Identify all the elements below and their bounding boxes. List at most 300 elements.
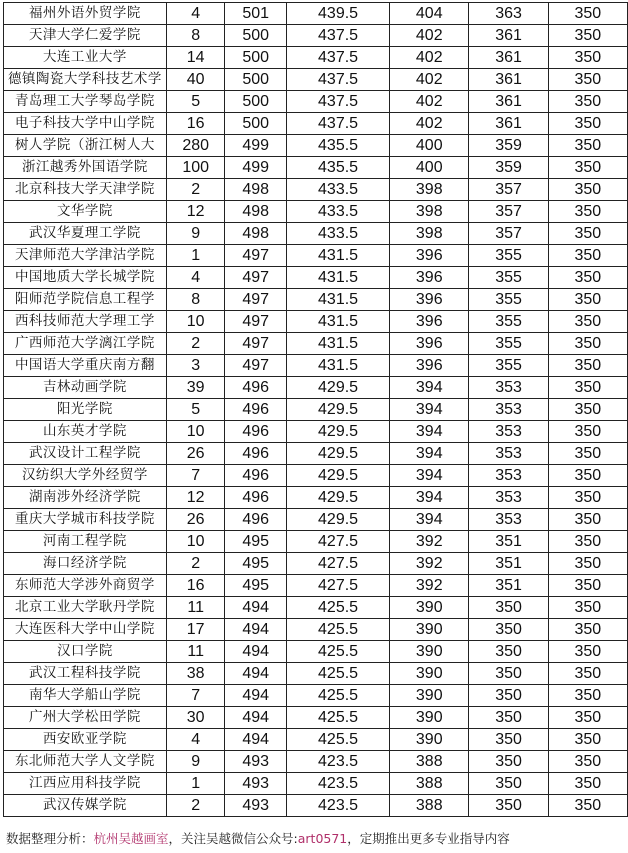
score-a-cell: 499 <box>225 157 287 179</box>
score-a-cell: 496 <box>225 487 287 509</box>
score-a-cell: 501 <box>225 3 287 25</box>
score-e-cell: 350 <box>548 47 627 69</box>
score-a-cell: 496 <box>225 443 287 465</box>
score-a-cell: 494 <box>225 619 287 641</box>
table-row <box>4 267 628 289</box>
score-e-cell: 350 <box>548 619 627 641</box>
score-c-cell: 398 <box>390 179 469 201</box>
score-b-cell: 429.5 <box>286 443 389 465</box>
table-row <box>4 135 628 157</box>
score-e-cell: 350 <box>548 553 627 575</box>
score-c-cell: 390 <box>390 619 469 641</box>
score-d-cell: 363 <box>469 3 548 25</box>
score-c-cell: 394 <box>390 509 469 531</box>
score-e-cell: 350 <box>548 773 627 795</box>
score-d-cell: 357 <box>469 201 548 223</box>
score-e-cell: 350 <box>548 179 627 201</box>
table-row <box>4 729 628 751</box>
score-c-cell: 392 <box>390 553 469 575</box>
score-b-cell: 433.5 <box>286 223 389 245</box>
score-c-cell: 402 <box>390 91 469 113</box>
score-e-cell: 350 <box>548 641 627 663</box>
table-row <box>4 289 628 311</box>
score-d-cell: 361 <box>469 113 548 135</box>
score-c-cell: 390 <box>390 641 469 663</box>
score-b-cell: 431.5 <box>286 311 389 333</box>
score-c-cell: 388 <box>390 751 469 773</box>
score-a-cell: 496 <box>225 465 287 487</box>
score-c-cell: 396 <box>390 333 469 355</box>
score-d-cell: 350 <box>469 707 548 729</box>
score-e-cell: 350 <box>548 707 627 729</box>
score-b-cell: 427.5 <box>286 553 389 575</box>
score-a-cell: 499 <box>225 135 287 157</box>
score-b-cell: 423.5 <box>286 773 389 795</box>
score-a-cell: 498 <box>225 201 287 223</box>
score-d-cell: 353 <box>469 399 548 421</box>
college-name-cell: 北京科技大学天津学院 <box>4 179 167 201</box>
score-b-cell: 425.5 <box>286 597 389 619</box>
score-d-cell: 355 <box>469 245 548 267</box>
table-row <box>4 3 628 25</box>
score-c-cell: 402 <box>390 47 469 69</box>
score-b-cell: 437.5 <box>286 25 389 47</box>
score-b-cell: 429.5 <box>286 487 389 509</box>
quota-cell: 17 <box>166 619 225 641</box>
quota-cell: 12 <box>166 487 225 509</box>
college-name-cell: 东师范大学涉外商贸学 <box>4 575 167 597</box>
score-b-cell: 427.5 <box>286 575 389 597</box>
quota-cell: 1 <box>166 245 225 267</box>
score-b-cell: 431.5 <box>286 267 389 289</box>
table-row <box>4 421 628 443</box>
score-e-cell: 350 <box>548 685 627 707</box>
score-e-cell: 350 <box>548 487 627 509</box>
table-row <box>4 399 628 421</box>
quota-cell: 30 <box>166 707 225 729</box>
college-name-cell: 浙江越秀外国语学院 <box>4 157 167 179</box>
score-c-cell: 396 <box>390 311 469 333</box>
table-row <box>4 773 628 795</box>
table-row <box>4 531 628 553</box>
score-b-cell: 429.5 <box>286 509 389 531</box>
college-name-cell: 德镇陶瓷大学科技艺术学 <box>4 69 167 91</box>
table-row <box>4 245 628 267</box>
college-name-cell: 青岛理工大学琴岛学院 <box>4 91 167 113</box>
college-name-cell: 广西师范大学漓江学院 <box>4 333 167 355</box>
quota-cell: 5 <box>166 91 225 113</box>
college-name-cell: 天津师范大学津沽学院 <box>4 245 167 267</box>
score-c-cell: 390 <box>390 663 469 685</box>
score-a-cell: 498 <box>225 223 287 245</box>
college-name-cell: 阳师范学院信息工程学 <box>4 289 167 311</box>
score-b-cell: 435.5 <box>286 157 389 179</box>
score-c-cell: 390 <box>390 597 469 619</box>
score-c-cell: 402 <box>390 25 469 47</box>
table-row <box>4 223 628 245</box>
table-row <box>4 509 628 531</box>
table-row <box>4 487 628 509</box>
score-d-cell: 350 <box>469 685 548 707</box>
admission-score-table <box>3 2 628 817</box>
college-name-cell: 湖南涉外经济学院 <box>4 487 167 509</box>
score-b-cell: 425.5 <box>286 729 389 751</box>
score-a-cell: 496 <box>225 421 287 443</box>
quota-cell: 5 <box>166 399 225 421</box>
table-row <box>4 751 628 773</box>
score-b-cell: 431.5 <box>286 355 389 377</box>
college-name-cell: 福州外语外贸学院 <box>4 3 167 25</box>
score-a-cell: 497 <box>225 333 287 355</box>
quota-cell: 14 <box>166 47 225 69</box>
quota-cell: 26 <box>166 509 225 531</box>
score-e-cell: 350 <box>548 201 627 223</box>
score-e-cell: 350 <box>548 311 627 333</box>
score-c-cell: 396 <box>390 245 469 267</box>
score-b-cell: 437.5 <box>286 69 389 91</box>
score-d-cell: 353 <box>469 443 548 465</box>
score-b-cell: 437.5 <box>286 47 389 69</box>
table-row <box>4 311 628 333</box>
score-d-cell: 355 <box>469 267 548 289</box>
score-e-cell: 350 <box>548 509 627 531</box>
quota-cell: 8 <box>166 25 225 47</box>
footer-suffix: ，定期推出更多专业指导内容 <box>347 831 510 846</box>
studio-name: 杭州吴越画室 <box>93 831 169 846</box>
table-row <box>4 641 628 663</box>
college-name-cell: 汉口学院 <box>4 641 167 663</box>
score-e-cell: 350 <box>548 751 627 773</box>
quota-cell: 3 <box>166 355 225 377</box>
college-name-cell: 武汉传媒学院 <box>4 795 167 817</box>
score-d-cell: 350 <box>469 751 548 773</box>
college-name-cell: 海口经济学院 <box>4 553 167 575</box>
quota-cell: 7 <box>166 685 225 707</box>
score-a-cell: 500 <box>225 25 287 47</box>
score-e-cell: 350 <box>548 421 627 443</box>
score-a-cell: 493 <box>225 773 287 795</box>
score-c-cell: 394 <box>390 487 469 509</box>
score-a-cell: 494 <box>225 685 287 707</box>
score-c-cell: 394 <box>390 443 469 465</box>
wechat-account: art0571 <box>297 831 348 846</box>
table-row <box>4 663 628 685</box>
score-b-cell: 425.5 <box>286 619 389 641</box>
quota-cell: 40 <box>166 69 225 91</box>
quota-cell: 12 <box>166 201 225 223</box>
table-row <box>4 69 628 91</box>
score-e-cell: 350 <box>548 25 627 47</box>
score-a-cell: 500 <box>225 91 287 113</box>
table-row <box>4 597 628 619</box>
score-d-cell: 350 <box>469 641 548 663</box>
score-a-cell: 497 <box>225 355 287 377</box>
score-d-cell: 355 <box>469 355 548 377</box>
quota-cell: 16 <box>166 575 225 597</box>
college-name-cell: 江西应用科技学院 <box>4 773 167 795</box>
quota-cell: 10 <box>166 311 225 333</box>
score-b-cell: 433.5 <box>286 179 389 201</box>
score-a-cell: 500 <box>225 47 287 69</box>
score-d-cell: 350 <box>469 729 548 751</box>
score-c-cell: 394 <box>390 377 469 399</box>
score-b-cell: 439.5 <box>286 3 389 25</box>
quota-cell: 26 <box>166 443 225 465</box>
score-b-cell: 423.5 <box>286 795 389 817</box>
score-b-cell: 431.5 <box>286 333 389 355</box>
score-d-cell: 353 <box>469 487 548 509</box>
score-a-cell: 493 <box>225 795 287 817</box>
score-c-cell: 396 <box>390 355 469 377</box>
table-row <box>4 795 628 817</box>
quota-cell: 100 <box>166 157 225 179</box>
score-a-cell: 500 <box>225 69 287 91</box>
footer-note <box>6 829 510 847</box>
score-c-cell: 388 <box>390 773 469 795</box>
score-c-cell: 390 <box>390 729 469 751</box>
quota-cell: 2 <box>166 179 225 201</box>
score-b-cell: 425.5 <box>286 663 389 685</box>
score-d-cell: 361 <box>469 91 548 113</box>
score-a-cell: 496 <box>225 377 287 399</box>
college-name-cell: 武汉工程科技学院 <box>4 663 167 685</box>
score-d-cell: 351 <box>469 553 548 575</box>
college-name-cell: 东北师范大学人文学院 <box>4 751 167 773</box>
score-e-cell: 350 <box>548 267 627 289</box>
table-row <box>4 91 628 113</box>
score-a-cell: 494 <box>225 729 287 751</box>
quota-cell: 11 <box>166 597 225 619</box>
quota-cell: 1 <box>166 773 225 795</box>
score-c-cell: 396 <box>390 267 469 289</box>
score-d-cell: 351 <box>469 575 548 597</box>
score-d-cell: 355 <box>469 289 548 311</box>
college-name-cell: 重庆大学城市科技学院 <box>4 509 167 531</box>
score-c-cell: 392 <box>390 531 469 553</box>
college-name-cell: 树人学院（浙江树人大 <box>4 135 167 157</box>
score-c-cell: 400 <box>390 157 469 179</box>
score-c-cell: 398 <box>390 201 469 223</box>
table-row <box>4 443 628 465</box>
quota-cell: 280 <box>166 135 225 157</box>
quota-cell: 2 <box>166 333 225 355</box>
college-name-cell: 电子科技大学中山学院 <box>4 113 167 135</box>
college-name-cell: 西安欧亚学院 <box>4 729 167 751</box>
table-row <box>4 465 628 487</box>
score-b-cell: 429.5 <box>286 421 389 443</box>
score-d-cell: 355 <box>469 333 548 355</box>
score-a-cell: 496 <box>225 509 287 531</box>
quota-cell: 7 <box>166 465 225 487</box>
score-a-cell: 493 <box>225 751 287 773</box>
college-name-cell: 广州大学松田学院 <box>4 707 167 729</box>
score-e-cell: 350 <box>548 531 627 553</box>
college-name-cell: 武汉华夏理工学院 <box>4 223 167 245</box>
score-b-cell: 427.5 <box>286 531 389 553</box>
table-row <box>4 25 628 47</box>
score-b-cell: 429.5 <box>286 399 389 421</box>
score-d-cell: 350 <box>469 597 548 619</box>
score-e-cell: 350 <box>548 663 627 685</box>
score-e-cell: 350 <box>548 135 627 157</box>
score-a-cell: 494 <box>225 663 287 685</box>
quota-cell: 4 <box>166 729 225 751</box>
score-e-cell: 350 <box>548 443 627 465</box>
score-d-cell: 361 <box>469 69 548 91</box>
score-a-cell: 498 <box>225 179 287 201</box>
score-a-cell: 494 <box>225 641 287 663</box>
college-name-cell: 南华大学船山学院 <box>4 685 167 707</box>
score-a-cell: 497 <box>225 245 287 267</box>
score-b-cell: 431.5 <box>286 245 389 267</box>
score-c-cell: 402 <box>390 69 469 91</box>
quota-cell: 4 <box>166 267 225 289</box>
score-e-cell: 350 <box>548 3 627 25</box>
college-name-cell: 中国语大学重庆南方翻 <box>4 355 167 377</box>
table-row <box>4 575 628 597</box>
table-row <box>4 157 628 179</box>
score-d-cell: 361 <box>469 25 548 47</box>
score-d-cell: 359 <box>469 135 548 157</box>
score-a-cell: 497 <box>225 289 287 311</box>
college-name-cell: 中国地质大学长城学院 <box>4 267 167 289</box>
score-e-cell: 350 <box>548 289 627 311</box>
college-name-cell: 山东英才学院 <box>4 421 167 443</box>
score-d-cell: 351 <box>469 531 548 553</box>
score-d-cell: 350 <box>469 795 548 817</box>
score-b-cell: 425.5 <box>286 685 389 707</box>
quota-cell: 39 <box>166 377 225 399</box>
college-name-cell: 武汉设计工程学院 <box>4 443 167 465</box>
score-e-cell: 350 <box>548 333 627 355</box>
college-name-cell: 天津大学仁爱学院 <box>4 25 167 47</box>
quota-cell: 38 <box>166 663 225 685</box>
table-row <box>4 355 628 377</box>
score-e-cell: 350 <box>548 223 627 245</box>
score-b-cell: 429.5 <box>286 465 389 487</box>
score-b-cell: 435.5 <box>286 135 389 157</box>
table-row <box>4 553 628 575</box>
score-d-cell: 359 <box>469 157 548 179</box>
score-c-cell: 404 <box>390 3 469 25</box>
college-name-cell: 北京工业大学耿丹学院 <box>4 597 167 619</box>
quota-cell: 9 <box>166 751 225 773</box>
score-e-cell: 350 <box>548 355 627 377</box>
table-row <box>4 179 628 201</box>
footer-middle: ，关注吴越微信公众号: <box>168 831 298 846</box>
score-e-cell: 350 <box>548 597 627 619</box>
score-c-cell: 390 <box>390 685 469 707</box>
score-b-cell: 423.5 <box>286 751 389 773</box>
score-a-cell: 497 <box>225 267 287 289</box>
college-name-cell: 阳光学院 <box>4 399 167 421</box>
table-row <box>4 113 628 135</box>
college-name-cell: 河南工程学院 <box>4 531 167 553</box>
quota-cell: 11 <box>166 641 225 663</box>
score-e-cell: 350 <box>548 795 627 817</box>
score-c-cell: 402 <box>390 113 469 135</box>
score-d-cell: 353 <box>469 509 548 531</box>
score-d-cell: 350 <box>469 663 548 685</box>
score-e-cell: 350 <box>548 91 627 113</box>
table-row <box>4 201 628 223</box>
score-b-cell: 425.5 <box>286 707 389 729</box>
score-a-cell: 495 <box>225 575 287 597</box>
footer-prefix: 数据整理分析： <box>6 831 94 846</box>
score-c-cell: 400 <box>390 135 469 157</box>
score-c-cell: 392 <box>390 575 469 597</box>
table-row <box>4 333 628 355</box>
quota-cell: 2 <box>166 553 225 575</box>
score-d-cell: 357 <box>469 179 548 201</box>
score-c-cell: 394 <box>390 399 469 421</box>
score-c-cell: 390 <box>390 707 469 729</box>
score-e-cell: 350 <box>548 245 627 267</box>
score-c-cell: 388 <box>390 795 469 817</box>
college-name-cell: 文华学院 <box>4 201 167 223</box>
score-d-cell: 357 <box>469 223 548 245</box>
score-a-cell: 500 <box>225 113 287 135</box>
score-d-cell: 350 <box>469 619 548 641</box>
score-d-cell: 361 <box>469 47 548 69</box>
score-a-cell: 496 <box>225 399 287 421</box>
table-row <box>4 47 628 69</box>
score-e-cell: 350 <box>548 465 627 487</box>
college-name-cell: 大连工业大学 <box>4 47 167 69</box>
quota-cell: 4 <box>166 3 225 25</box>
score-c-cell: 396 <box>390 289 469 311</box>
score-e-cell: 350 <box>548 399 627 421</box>
score-b-cell: 437.5 <box>286 113 389 135</box>
table-row <box>4 619 628 641</box>
score-c-cell: 394 <box>390 421 469 443</box>
score-a-cell: 495 <box>225 531 287 553</box>
score-a-cell: 495 <box>225 553 287 575</box>
quota-cell: 8 <box>166 289 225 311</box>
score-b-cell: 433.5 <box>286 201 389 223</box>
score-b-cell: 429.5 <box>286 377 389 399</box>
college-name-cell: 吉林动画学院 <box>4 377 167 399</box>
score-c-cell: 398 <box>390 223 469 245</box>
score-e-cell: 350 <box>548 157 627 179</box>
score-d-cell: 350 <box>469 773 548 795</box>
score-e-cell: 350 <box>548 729 627 751</box>
score-b-cell: 437.5 <box>286 91 389 113</box>
quota-cell: 9 <box>166 223 225 245</box>
quota-cell: 16 <box>166 113 225 135</box>
score-e-cell: 350 <box>548 113 627 135</box>
score-d-cell: 353 <box>469 377 548 399</box>
quota-cell: 10 <box>166 531 225 553</box>
table-body <box>4 3 628 817</box>
college-name-cell: 西科技师范大学理工学 <box>4 311 167 333</box>
college-name-cell: 大连医科大学中山学院 <box>4 619 167 641</box>
table-row <box>4 707 628 729</box>
score-a-cell: 497 <box>225 311 287 333</box>
score-e-cell: 350 <box>548 575 627 597</box>
score-b-cell: 425.5 <box>286 641 389 663</box>
table-row <box>4 685 628 707</box>
quota-cell: 10 <box>166 421 225 443</box>
score-e-cell: 350 <box>548 377 627 399</box>
score-d-cell: 353 <box>469 421 548 443</box>
quota-cell: 2 <box>166 795 225 817</box>
score-a-cell: 494 <box>225 707 287 729</box>
score-d-cell: 355 <box>469 311 548 333</box>
table-row <box>4 377 628 399</box>
score-e-cell: 350 <box>548 69 627 91</box>
score-a-cell: 494 <box>225 597 287 619</box>
